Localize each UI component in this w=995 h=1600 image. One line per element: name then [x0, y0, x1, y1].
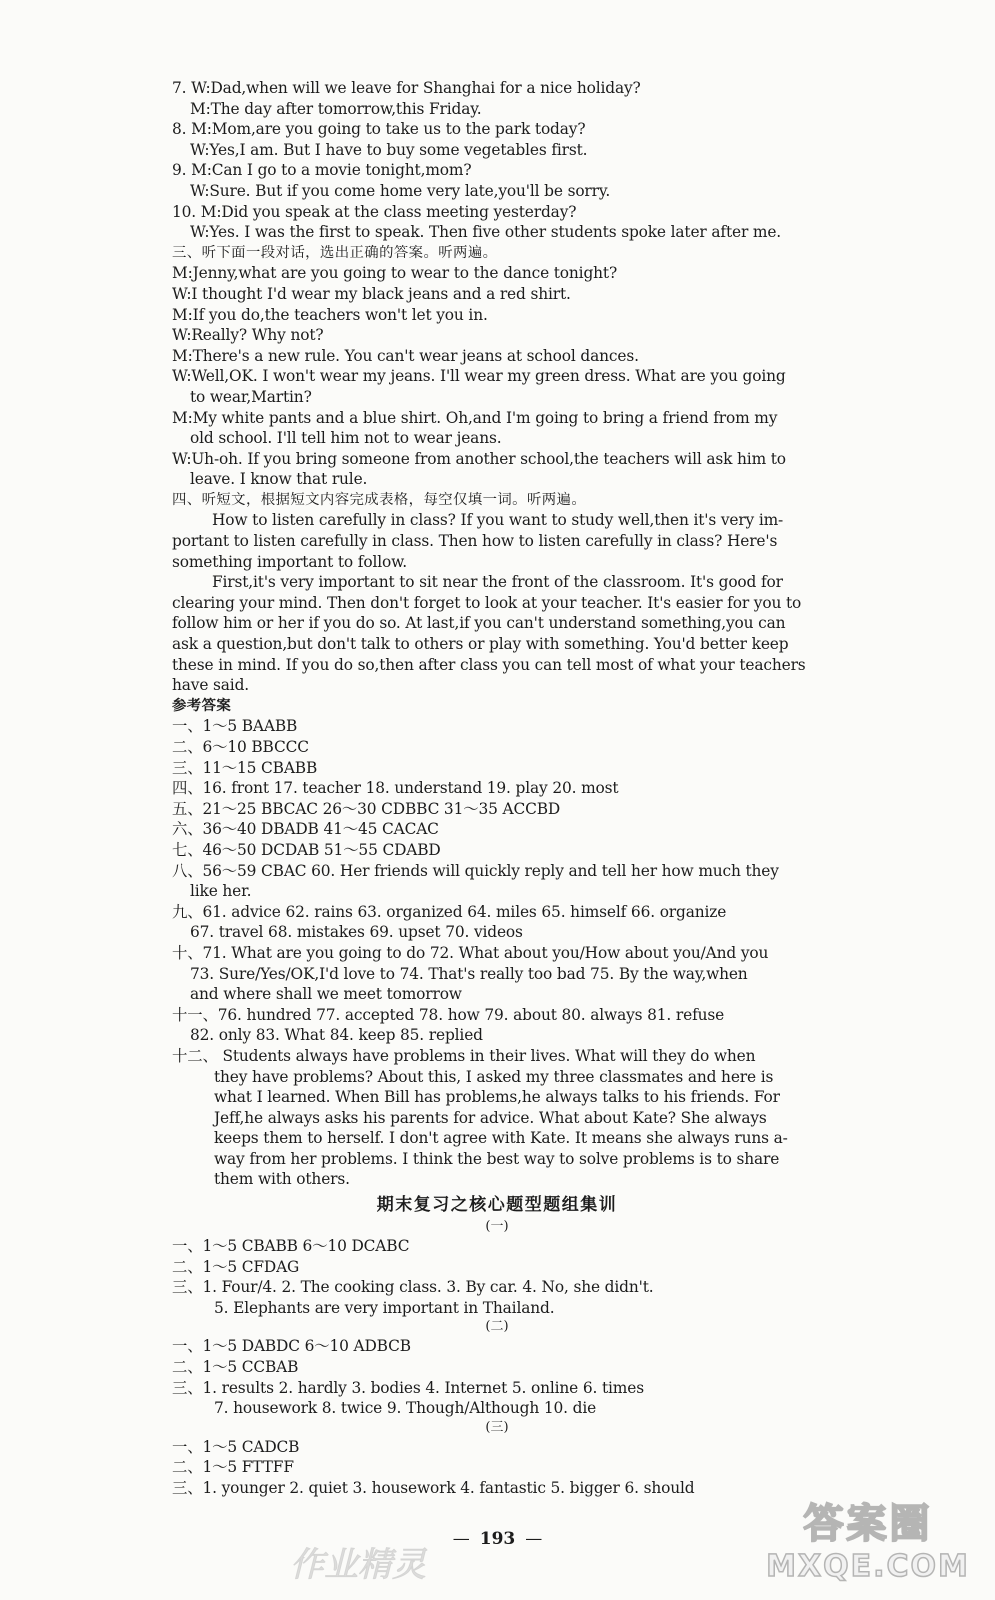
answer-line: 二、1～5 CCBAB [172, 1358, 299, 1377]
answer-line: and where shall we meet tomorrow [190, 985, 462, 1004]
writing-line: 十二、 Students always have problems in their lives. What will they do when [172, 1046, 756, 1065]
dialogue-line: W:Well,OK. I won't wear my jeans. I'll wear my green dress. What are you going [172, 367, 786, 386]
dialogue-line: M:There's a new rule. You can't wear jeans at school dances. [172, 346, 639, 365]
text-line: W:Yes,I am. But I have to buy some vegetables first. [190, 140, 588, 159]
answers-heading: 参考答案 [172, 697, 232, 714]
writing-line: keeps them to herself. I don't agree with Kate. It means she always runs a- [214, 1129, 788, 1148]
section-heading: 三、听下面一段对话，选出正确的答案。听两遍。 [172, 244, 498, 261]
answer-line: 7. housework 8. twice 9. Though/Although 10. die [214, 1399, 597, 1418]
watermark-logo: 答案圈 [803, 1501, 933, 1547]
text-line: 8. M:Mom,are you going to take us to the park today? [172, 120, 586, 139]
answer-line: 5. Elephants are very important in Thailand. [214, 1298, 555, 1317]
answer-line: 九、61. advice 62. rains 63. organized 64. miles 65. himself 66. organize [172, 902, 727, 921]
answer-line: like her. [190, 882, 252, 901]
dialogue-line: W:Really? Why not? [172, 326, 324, 345]
answer-line: 73. Sure/Yes/OK,I'd love to 74. That's really too bad 75. By the way,when [190, 964, 748, 983]
answer-line: 十、71. What are you going to do 72. What about you/How about you/And you [172, 943, 769, 962]
dialogue-line: M:If you do,the teachers won't let you in. [172, 305, 488, 324]
stamp-watermark: 作业精灵 [290, 1545, 426, 1585]
answer-line: 一、1～5 CBABB 6～10 DCABC [172, 1237, 410, 1256]
dash-left: — [452, 1529, 470, 1549]
text-line: W:Yes. I was the first to speak. Then five other students spoke later after me. [190, 223, 782, 242]
passage-line: clearing your mind. Then don't forget to look at your teacher. It's easier for you to [172, 593, 802, 612]
answer-line: 二、1～5 FTTFF [172, 1458, 294, 1477]
dialogue-line: M:My white pants and a blue shirt. Oh,and I'm going to bring a friend from my [172, 408, 778, 427]
section-title: 期末复习之核心题型题组集训 [376, 1195, 618, 1216]
answer-line: 八、56～59 CBAC 60. Her friends will quickly reply and tell her how much they [172, 861, 779, 880]
writing-line: what I learned. When Bill has problems,he always talks to his friends. For [214, 1088, 780, 1107]
part-label-3: (三) [485, 1419, 509, 1435]
answer-line: 三、11～15 CBABB [172, 758, 318, 777]
answer-line: 六、36～40 DBADB 41～45 CACAC [172, 820, 439, 839]
passage-line: portant to listen carefully in class. Then how to listen carefully in class? Here's [172, 532, 778, 551]
dialogue-line: W:I thought I'd wear my black jeans and a red shirt. [172, 284, 571, 303]
passage-line: these in mind. If you do so,then after class you can tell most of what your teachers [172, 655, 806, 674]
answer-line: 67. travel 68. mistakes 69. upset 70. videos [190, 923, 523, 942]
answer-line: 三、1. Four/4. 2. The cooking class. 3. By car. 4. No, she didn't. [172, 1278, 654, 1297]
text-line: W:Sure. But if you come home very late,you'll be sorry. [190, 181, 611, 200]
answer-line: 七、46～50 DCDAB 51～55 CDABD [172, 840, 441, 859]
dialogue-line: W:Uh-oh. If you bring someone from another school,the teachers will ask him to [172, 449, 786, 468]
answer-line: 一、1～5 CADCB [172, 1437, 300, 1456]
part-label-1: (一) [485, 1219, 509, 1235]
answer-line: 十一、76. hundred 77. accepted 78. how 79. about 80. always 81. refuse [172, 1005, 725, 1024]
text-line: 7. W:Dad,when will we leave for Shanghai for a nice holiday? [172, 79, 641, 97]
answer-line: 二、6～10 BBCCC [172, 738, 309, 756]
passage-line: follow him or her if you do so. At last,if you can't understand something,you can [172, 614, 786, 633]
page-number-value: 193 [479, 1529, 516, 1549]
writing-line: they have problems? About this, I asked my three classmates and here is [214, 1067, 774, 1086]
dialogue-line: old school. I'll tell him not to wear jeans. [190, 429, 502, 448]
answer-line: 三、1. results 2. hardly 3. bodies 4. Internet 5. online 6. times [172, 1378, 644, 1397]
writing-line: Jeff,he always asks his parents for advice. What about Kate? She always [214, 1108, 767, 1127]
part-label-2: (二) [485, 1319, 509, 1335]
text-line: M:The day after tomorrow,this Friday. [190, 99, 482, 118]
passage-line: How to listen carefully in class? If you want to study well,then it's very im- [212, 511, 784, 530]
writing-line: them with others. [214, 1170, 350, 1189]
passage-line: First,it's very important to sit near the front of the classroom. It's good for [212, 573, 783, 592]
answer-column [172, 78, 822, 1499]
section-heading: 四、听短文，根据短文内容完成表格，每空仅填一词。听两遍。 [172, 491, 587, 508]
text-line: 10. M:Did you speak at the class meeting yesterday? [172, 202, 577, 221]
answer-line: 二、1～5 CFDAG [172, 1257, 300, 1276]
answer-line: 一、1～5 DABDC 6～10 ADBCB [172, 1337, 411, 1356]
dialogue-line: leave. I know that rule. [190, 470, 368, 489]
dash-right: — [525, 1529, 543, 1549]
text-line: 9. M:Can I go to a movie tonight,mom? [172, 161, 472, 180]
answer-line: 三、1. younger 2. quiet 3. housework 4. fantastic 5. bigger 6. should [172, 1479, 695, 1497]
answer-line: 五、21～25 BBCAC 26～30 CDBBC 31～35 ACCBD [172, 799, 561, 818]
site-watermark [753, 1500, 983, 1592]
writing-line: way from her problems. I think the best way to solve problems is to share [214, 1149, 780, 1168]
answer-line: 82. only 83. What 84. keep 85. replied [190, 1026, 483, 1045]
watermark-url: MXQE.COM [766, 1549, 970, 1584]
answer-line: 一、1～5 BAABB [172, 717, 298, 736]
dialogue-line: M:Jenny,what are you going to wear to the dance tonight? [172, 264, 618, 283]
passage-line: ask a question,but don't talk to others or play with something. You'd better keep [172, 635, 789, 654]
passage-line: have said. [172, 676, 250, 695]
answer-line: 四、16. front 17. teacher 18. understand 19. play 20. most [172, 779, 619, 798]
dialogue-line: to wear,Martin? [190, 387, 312, 406]
passage-line: something important to follow. [172, 552, 408, 571]
